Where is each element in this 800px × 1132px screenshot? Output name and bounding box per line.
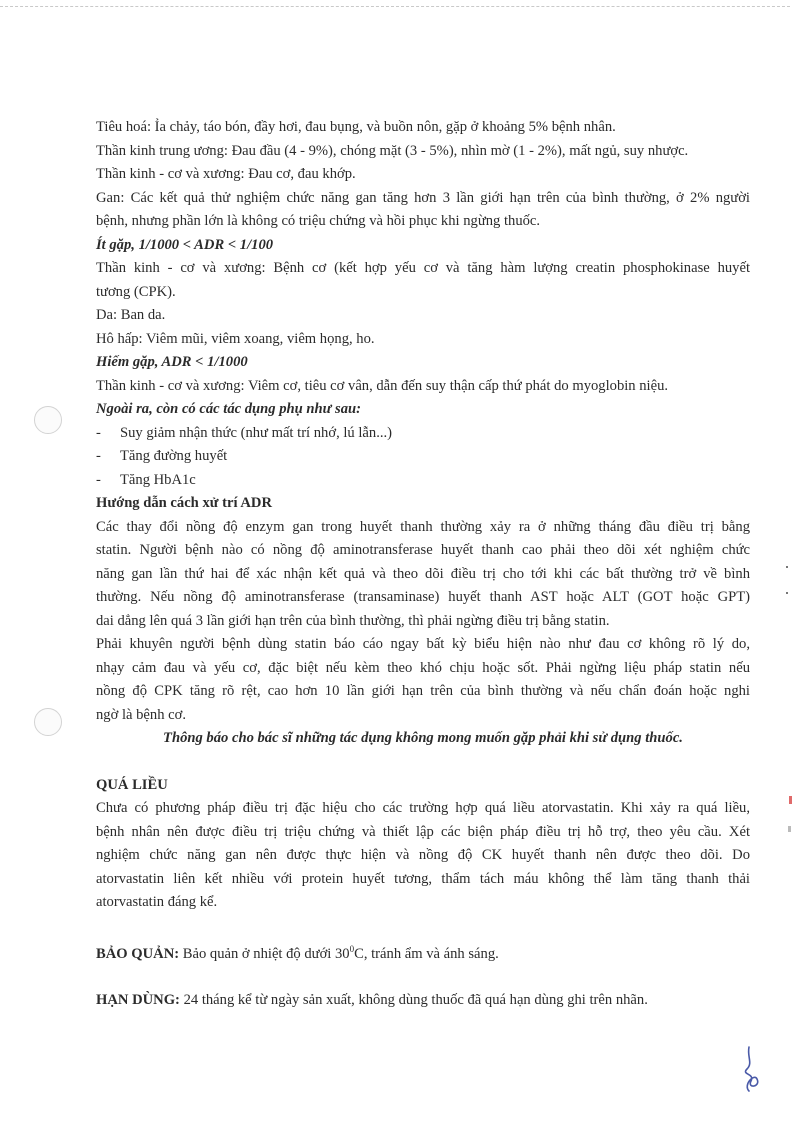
adr-paragraph-line: nhạy cảm đau và yếu cơ, đặc biệt nếu kèm theo khó chịu hoặc sốt. Phải ngừng liệu pháp statin nếu	[96, 659, 750, 676]
other-effects-heading: Ngoài ra, còn có các tác dụng phụ như sau:	[96, 401, 361, 417]
adr-paragraph-line: nồng độ CPK tăng rõ rệt, cao hơn 10 lần giới hạn trên của bình thường và nếu chẩn đoán hoặc nghi	[96, 683, 750, 699]
side-effect-musculoskeletal: Thần kinh - cơ và xương: Đau cơ, đau khớp.	[96, 166, 356, 182]
overdose-heading: QUÁ LIỀU	[96, 776, 168, 793]
adr-guide-heading: Hướng dẫn cách xử trí ADR	[96, 495, 273, 511]
page-top-edge	[0, 6, 790, 7]
storage-section	[96, 938, 750, 966]
adr-paragraph-line: Các thay đổi nồng độ enzym gan trong huyết thanh thường xảy ra ở những tháng đầu điều trị bằng	[96, 518, 750, 535]
adr-paragraph-line: ngờ là bệnh cơ.	[96, 706, 186, 723]
list-item	[96, 469, 750, 493]
edge-dot	[786, 566, 788, 568]
list-item	[96, 445, 750, 469]
punch-hole	[34, 406, 62, 434]
edge-dot	[786, 592, 788, 594]
list-dash: -	[96, 424, 101, 441]
uncommon-skin: Da: Ban da.	[96, 307, 166, 323]
edge-mark	[789, 796, 792, 804]
side-effect-liver-line: bệnh, nhưng phần lớn là không có triệu chứng và hồi phục khi ngừng thuốc.	[96, 213, 541, 229]
edge-mark	[788, 826, 791, 832]
expiry-label: HẠN DÙNG:	[96, 991, 180, 1008]
list-item-text: Tăng HbA1c	[120, 471, 196, 488]
overdose-line: Chưa có phương pháp điều trị đặc hiệu cho các trường hợp quá liều atorvastatin. Khi xảy ra quá liều,	[96, 800, 750, 816]
report-notice: Thông báo cho bác sĩ những tác dụng không mong muốn gặp phải khi sử dụng thuốc.	[163, 730, 683, 746]
signature-mark	[735, 1045, 769, 1093]
overdose-line: atorvastatin liên kết nhiều với protein huyết tương, thẩm tách máu không thể làm tăng thanh thải	[96, 870, 750, 887]
degree-mark: 0	[349, 943, 355, 954]
adr-paragraph-line: Phải khuyên người bệnh dùng statin báo cáo ngay bất kỳ biểu hiện nào như đau cơ không rõ lý do,	[96, 636, 750, 652]
overdose-line: nghiệm chức năng gan nên được thực hiện và nồng độ CK huyết thanh nên được theo dõi. Do	[96, 847, 750, 863]
rare-musculo: Thần kinh - cơ và xương: Viêm cơ, tiêu cơ vân, dẫn đến suy thận cấp thứ phát do myoglobin niệu.	[96, 377, 669, 394]
storage-text: Bảo quản ở nhiệt độ dưới 30	[179, 945, 350, 962]
list-dash: -	[96, 471, 101, 488]
expiry-text: 24 tháng kể từ ngày sản xuất, không dùng thuốc đã quá hạn dùng ghi trên nhãn.	[179, 991, 648, 1008]
storage-text-end: C, tránh ẩm và ánh sáng.	[354, 945, 499, 962]
uncommon-heading: Ít gặp, 1/1000 < ADR < 1/100	[96, 236, 274, 253]
uncommon-musculo-line: Thần kinh - cơ và xương: Bệnh cơ (kết hợp yếu cơ và tăng hàm lượng creatin phosphokinase huyết	[96, 260, 750, 276]
list-item-text: Tăng đường huyết	[120, 448, 228, 464]
side-effect-liver-line: Gan: Các kết quả thử nghiệm chức năng gan tăng hơn 3 lần giới hạn trên của bình thường, ở 2% người	[96, 189, 750, 206]
document-body	[96, 116, 750, 1012]
punch-hole	[34, 708, 62, 736]
list-dash: -	[96, 448, 101, 464]
uncommon-musculo-line: tương (CPK).	[96, 283, 176, 300]
adr-paragraph-line: statin. Người bệnh nào có nồng độ aminotransferase huyết thanh cao phải theo dõi xét nghiệm chức	[96, 542, 750, 558]
side-effect-digestive: Tiêu hoá: Ỉa chảy, táo bón, đầy hơi, đau bụng, và buồn nôn, gặp ở khoảng 5% bệnh nhân.	[96, 119, 616, 135]
rare-heading: Hiếm gặp, ADR < 1/1000	[96, 354, 248, 370]
list-item	[96, 422, 750, 446]
overdose-line: bệnh nhân nên được điều trị triệu chứng và thiết lập các biện pháp điều trị hỗ trợ, theo yêu cầu. Xét	[96, 823, 750, 840]
overdose-line: atorvastatin đáng kể.	[96, 894, 218, 910]
list-item-text: Suy giảm nhận thức (như mất trí nhớ, lú lẫn...)	[120, 424, 392, 441]
adr-paragraph-line: năng gan lần thứ hai để xác nhận kết quả và theo dõi điều trị cho tới khi các bất thường trở về bình	[96, 565, 750, 582]
side-effect-cns: Thần kinh trung ương: Đau đầu (4 - 9%), chóng mặt (3 - 5%), nhìn mờ (1 - 2%), mất ngủ, suy nhược.	[96, 142, 689, 159]
storage-label: BẢO QUẢN:	[96, 945, 180, 962]
expiry-section	[96, 989, 750, 1013]
adr-paragraph-line: thường. Nếu nồng độ aminotransferase (transaminase) huyết thanh AST hoặc ALT (GOT hoặc GPT)	[96, 589, 750, 605]
adr-paragraph-line: dai dẳng lên quá 3 lần giới hạn trên của bình thường, thì phải ngừng điều trị bằng statin.	[96, 612, 610, 629]
uncommon-respiratory: Hô hấp: Viêm mũi, viêm xoang, viêm họng, ho.	[96, 330, 375, 347]
